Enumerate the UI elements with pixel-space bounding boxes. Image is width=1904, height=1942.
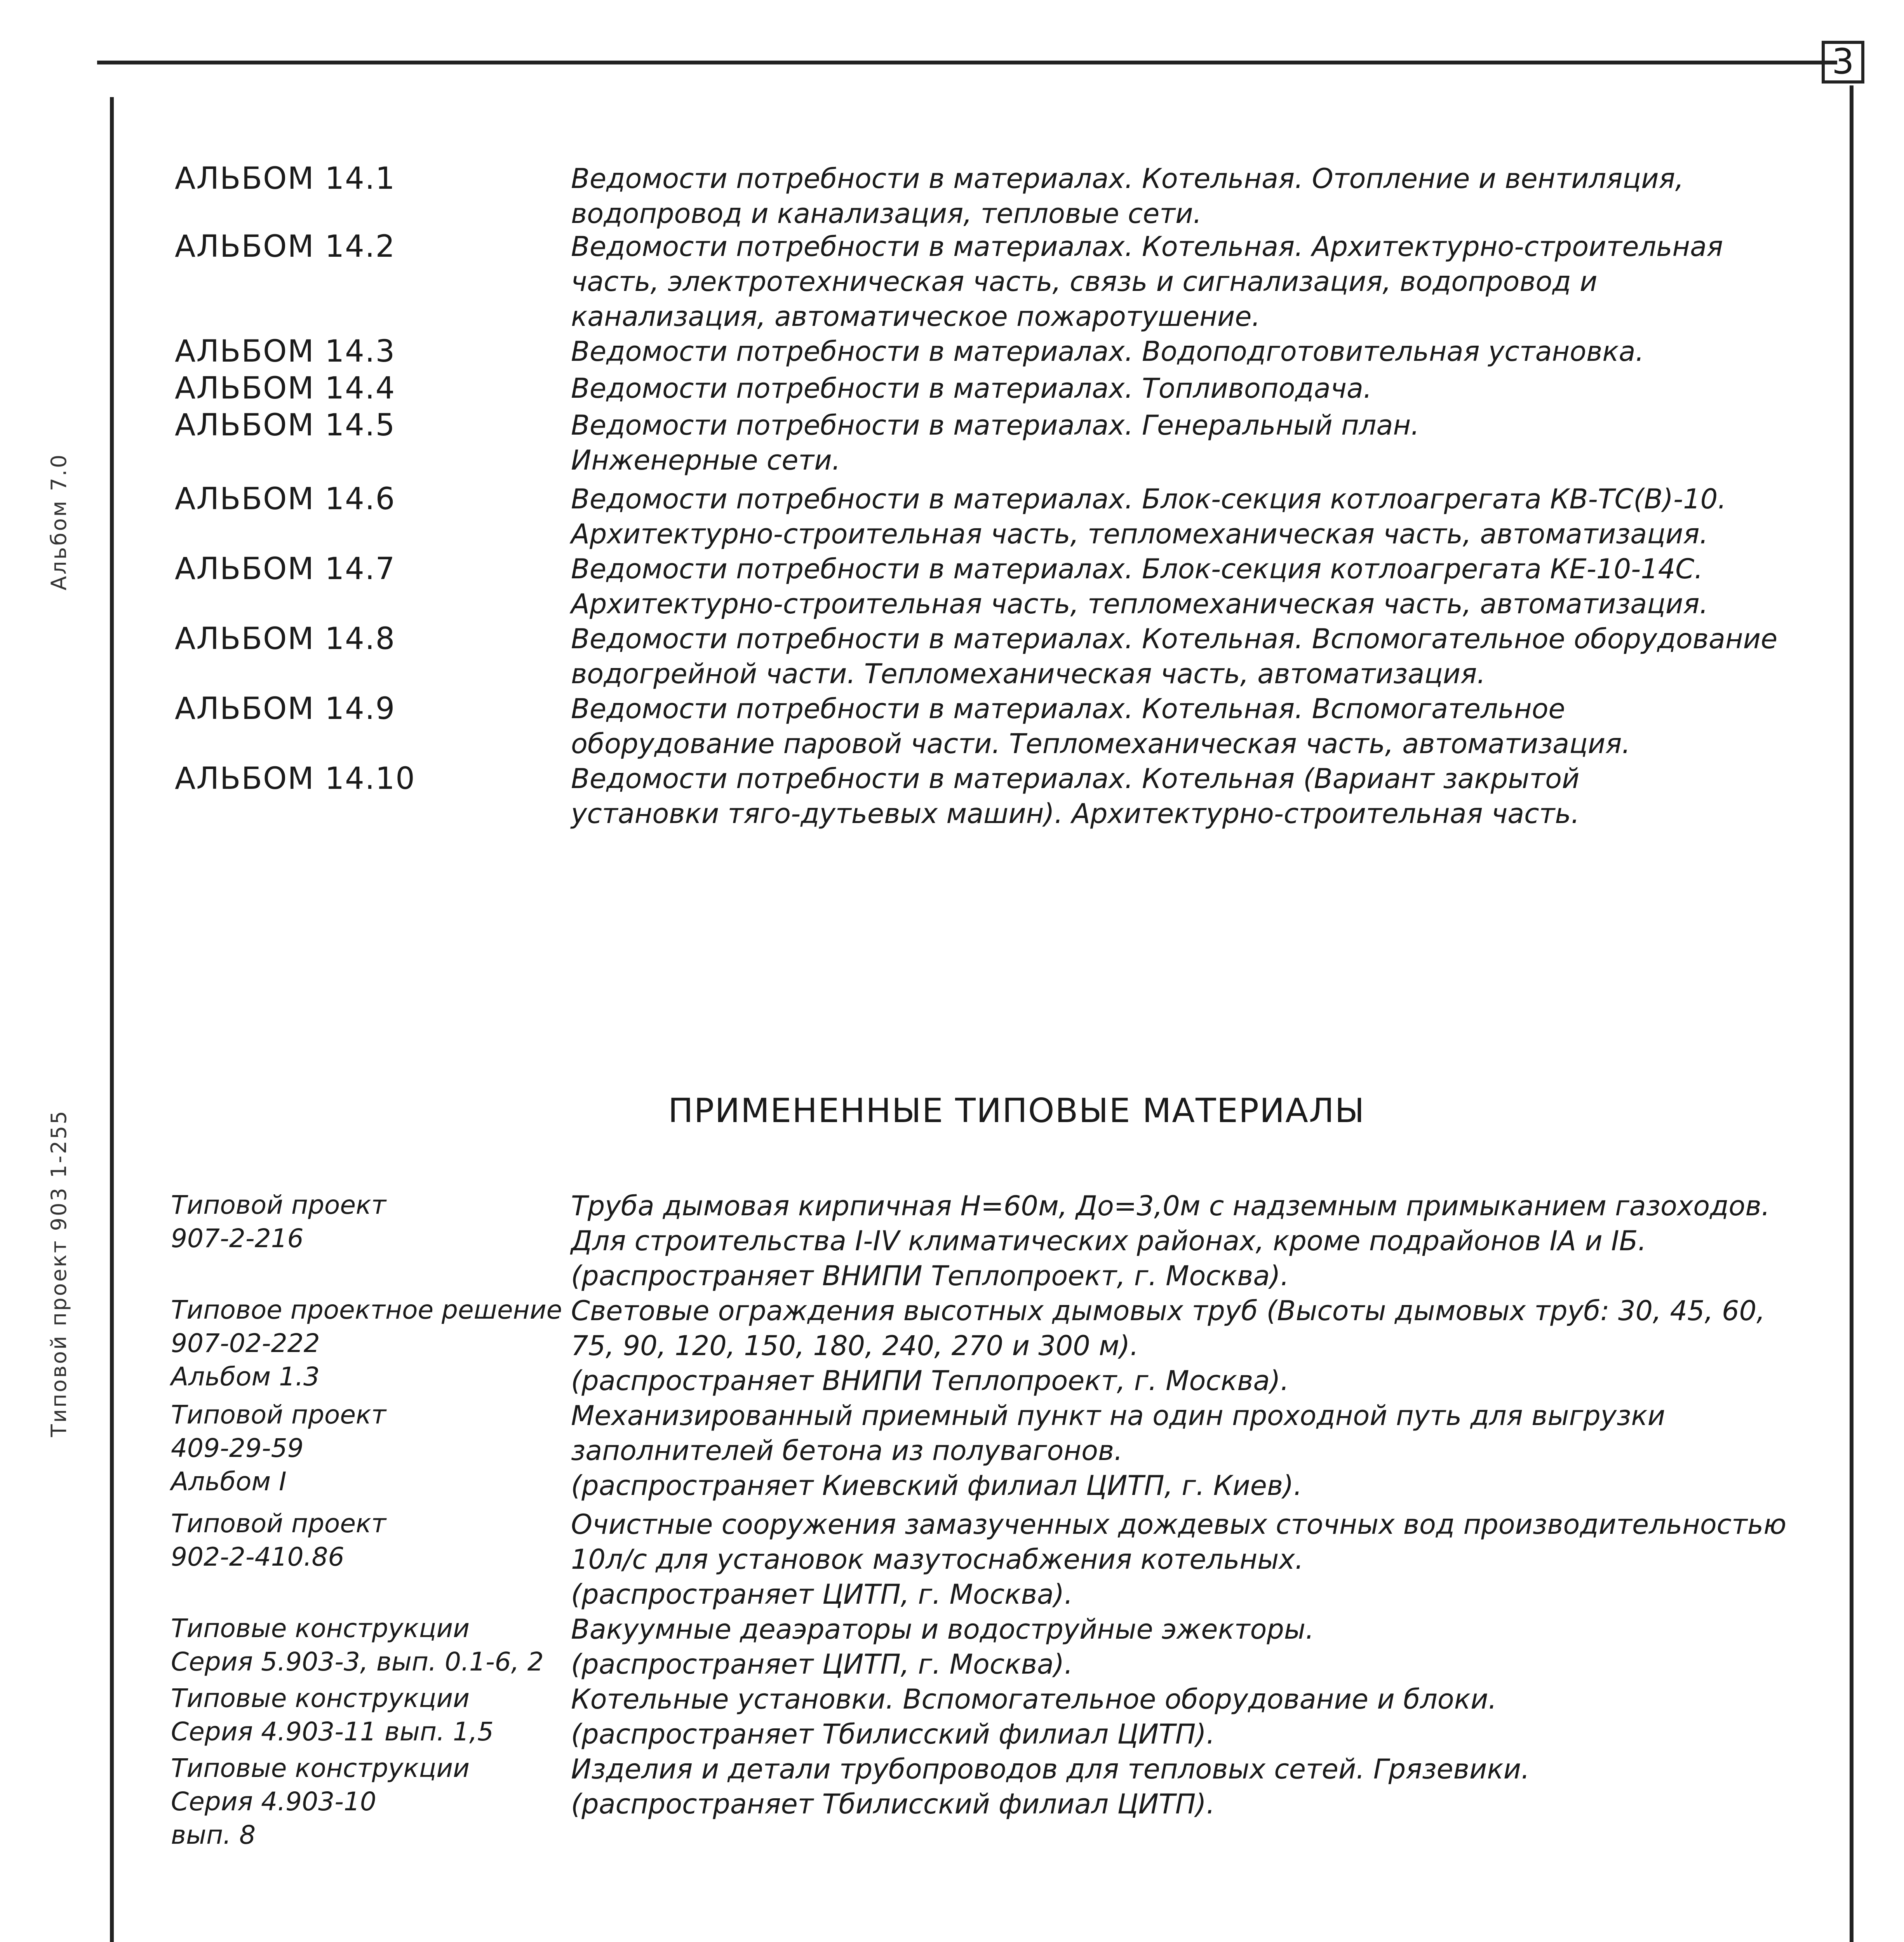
album-code: АЛЬБОМ 14.7 — [175, 552, 396, 586]
material-description — [571, 1752, 1806, 1822]
album-description-line: Архитектурно-строительная часть, тепломеханическая часть, автоматизация. — [571, 518, 1708, 550]
material-reference-line: 409-29-59 — [171, 1433, 304, 1463]
album-description — [571, 761, 1806, 831]
album-code: АЛЬБОМ 14.8 — [175, 621, 396, 656]
material-description-line: (распространяет ЦИТП, г. Москва). — [571, 1648, 1073, 1680]
material-reference-line: Типовой проект — [171, 1190, 386, 1220]
album-description-line: Ведомости потребности в материалах. Котельная. Вспомогательное оборудование — [571, 623, 1778, 655]
material-reference — [171, 1752, 552, 1852]
material-description — [571, 1293, 1806, 1398]
album-description-line: Ведомости потребности в материалах. Блок-секция котлоагрегата КВ-ТС(В)-10. — [571, 483, 1726, 515]
material-description-line: Механизированный приемный пункт на один проходной путь для выгрузки — [571, 1400, 1666, 1432]
frame-top-border — [97, 61, 1837, 64]
material-reference — [171, 1398, 552, 1498]
album-description-line: Архитектурно-строительная часть, тепломеханическая часть, автоматизация. — [571, 588, 1708, 620]
material-reference-line: Типовые конструкции — [171, 1613, 470, 1643]
album-code: АЛЬБОМ 14.1 — [175, 161, 396, 196]
album-description — [571, 408, 1806, 478]
material-description-line: заполнителей бетона из полувагонов. — [571, 1435, 1123, 1467]
material-description-line: (распространяет Тбилисский филиал ЦИТП). — [571, 1788, 1215, 1820]
album-code: АЛЬБОМ 14.10 — [175, 761, 416, 796]
album-description-line: установки тяго-дутьевых машин). Архитектурно-строительная часть. — [571, 798, 1580, 830]
section-title: ПРИМЕНЕННЫЕ ТИПОВЫЕ МАТЕРИАЛЫ — [668, 1091, 1365, 1130]
material-reference-line: Альбом 1.3 — [171, 1362, 320, 1392]
album-description-line: Ведомости потребности в материалах. Топливоподача. — [571, 372, 1372, 404]
album-code: АЛЬБОМ 14.3 — [175, 334, 396, 369]
album-description-line: Инженерные сети. — [571, 444, 841, 476]
material-description-line: Вакуумные деаэраторы и водоструйные эжекторы. — [571, 1613, 1314, 1645]
album-description — [571, 371, 1806, 406]
album-description-line: Ведомости потребности в материалах. Генеральный план. — [571, 409, 1420, 441]
album-description-line: Ведомости потребности в материалах. Блок-секция котлоагрегата КЕ-10-14С. — [571, 553, 1703, 585]
material-reference — [171, 1293, 562, 1394]
album-description-line: Ведомости потребности в материалах. Котельная. Вспомогательное — [571, 693, 1565, 725]
album-description-line: Ведомости потребности в материалах. Котельная (Вариант закрытой — [571, 763, 1580, 795]
material-reference-line: вып. 8 — [171, 1820, 256, 1850]
album-description — [571, 621, 1806, 691]
page-number: 3 — [1822, 41, 1864, 84]
album-description-line: Ведомости потребности в материалах. Водоподготовительная установка. — [571, 336, 1644, 367]
material-reference-line: Серия 4.903-11 вып. 1,5 — [171, 1717, 494, 1747]
material-reference — [171, 1682, 552, 1749]
material-reference-line: Типовые конструкции — [171, 1753, 470, 1783]
sidebar-project-label: Типовой проект 903 1-255 — [47, 1109, 71, 1437]
material-description — [571, 1507, 1806, 1612]
album-description — [571, 334, 1806, 369]
material-reference — [171, 1189, 552, 1255]
material-description-line: (распространяет ВНИПИ Теплопроект, г. Москва). — [571, 1365, 1289, 1397]
material-description — [571, 1612, 1806, 1682]
material-reference-line: Типовое проектное решение — [171, 1295, 562, 1325]
album-description-line: канализация, автоматическое пожаротушение. — [571, 301, 1260, 332]
material-description-line: Котельные установки. Вспомогательное оборудование и блоки. — [571, 1683, 1497, 1715]
album-description — [571, 552, 1806, 621]
album-description-line: часть, электротехническая часть, связь и сигнализация, водопровод и — [571, 266, 1598, 298]
album-code: АЛЬБОМ 14.2 — [175, 229, 396, 264]
material-reference-line: 902-2-410.86 — [171, 1542, 345, 1572]
album-description — [571, 161, 1806, 231]
album-description-line: Ведомости потребности в материалах. Котельная. Архитектурно-строительная — [571, 231, 1723, 263]
frame-left-border — [110, 97, 114, 1942]
album-code: АЛЬБОМ 14.5 — [175, 408, 396, 443]
material-description — [571, 1189, 1806, 1293]
album-code: АЛЬБОМ 14.9 — [175, 691, 396, 726]
material-reference-line: Альбом I — [171, 1467, 287, 1497]
frame-right-border — [1850, 85, 1854, 1942]
material-description-line: (распространяет ЦИТП, г. Москва). — [571, 1578, 1073, 1610]
material-description-line: 10л/с для установок мазутоснабжения котельных. — [571, 1544, 1304, 1575]
material-reference-line: Серия 5.903-3, вып. 0.1-6, 2 — [171, 1647, 544, 1677]
album-description — [571, 482, 1806, 552]
material-description-line: Изделия и детали трубопроводов для тепловых сетей. Грязевики. — [571, 1753, 1530, 1785]
album-code: АЛЬБОМ 14.6 — [175, 482, 396, 517]
album-description — [571, 691, 1806, 761]
material-reference-line: Типовые конструкции — [171, 1683, 470, 1713]
material-reference-line: Типовой проект — [171, 1400, 386, 1430]
album-description-line: оборудование паровой части. Тепломеханическая часть, автоматизация. — [571, 728, 1631, 760]
album-description — [571, 229, 1806, 334]
material-description-line: (распространяет Киевский филиал ЦИТП, г. Киев). — [571, 1470, 1302, 1502]
material-reference-line: Серия 4.903-10 — [171, 1787, 376, 1817]
material-description — [571, 1682, 1806, 1752]
material-description — [571, 1398, 1806, 1503]
material-description-line: Очистные сооружения замазученных дождевых сточных вод производительностью — [571, 1509, 1787, 1540]
material-description-line: (распространяет ВНИПИ Теплопроект, г. Москва). — [571, 1260, 1289, 1292]
album-description-line: водопровод и канализация, тепловые сети. — [571, 198, 1202, 230]
album-description-line: Ведомости потребности в материалах. Котельная. Отопление и вентиляция, — [571, 163, 1684, 195]
material-reference-line: 907-2-216 — [171, 1223, 304, 1253]
material-reference-line: Типовой проект — [171, 1509, 386, 1538]
material-reference — [171, 1612, 552, 1679]
material-description-line: (распространяет Тбилисский филиал ЦИТП). — [571, 1718, 1215, 1750]
album-code: АЛЬБОМ 14.4 — [175, 371, 396, 406]
material-description-line: Для строительства I-IV климатических районах, кроме подрайонов IА и IБ. — [571, 1225, 1646, 1257]
material-description-line: Труба дымовая кирпичная Н=60м, До=3,0м с надземным примыканием газоходов. — [571, 1190, 1770, 1222]
material-description-line: 75, 90, 120, 150, 180, 240, 270 и 300 м). — [571, 1330, 1139, 1362]
album-description-line: водогрейной части. Тепломеханическая часть, автоматизация. — [571, 658, 1486, 690]
material-reference — [171, 1507, 552, 1574]
sidebar-album-label: Альбом 7.0 — [47, 453, 71, 590]
material-description-line: Световые ограждения высотных дымовых труб (Высоты дымовых труб: 30, 45, 60, — [571, 1295, 1765, 1327]
material-reference-line: 907-02-222 — [171, 1328, 320, 1358]
